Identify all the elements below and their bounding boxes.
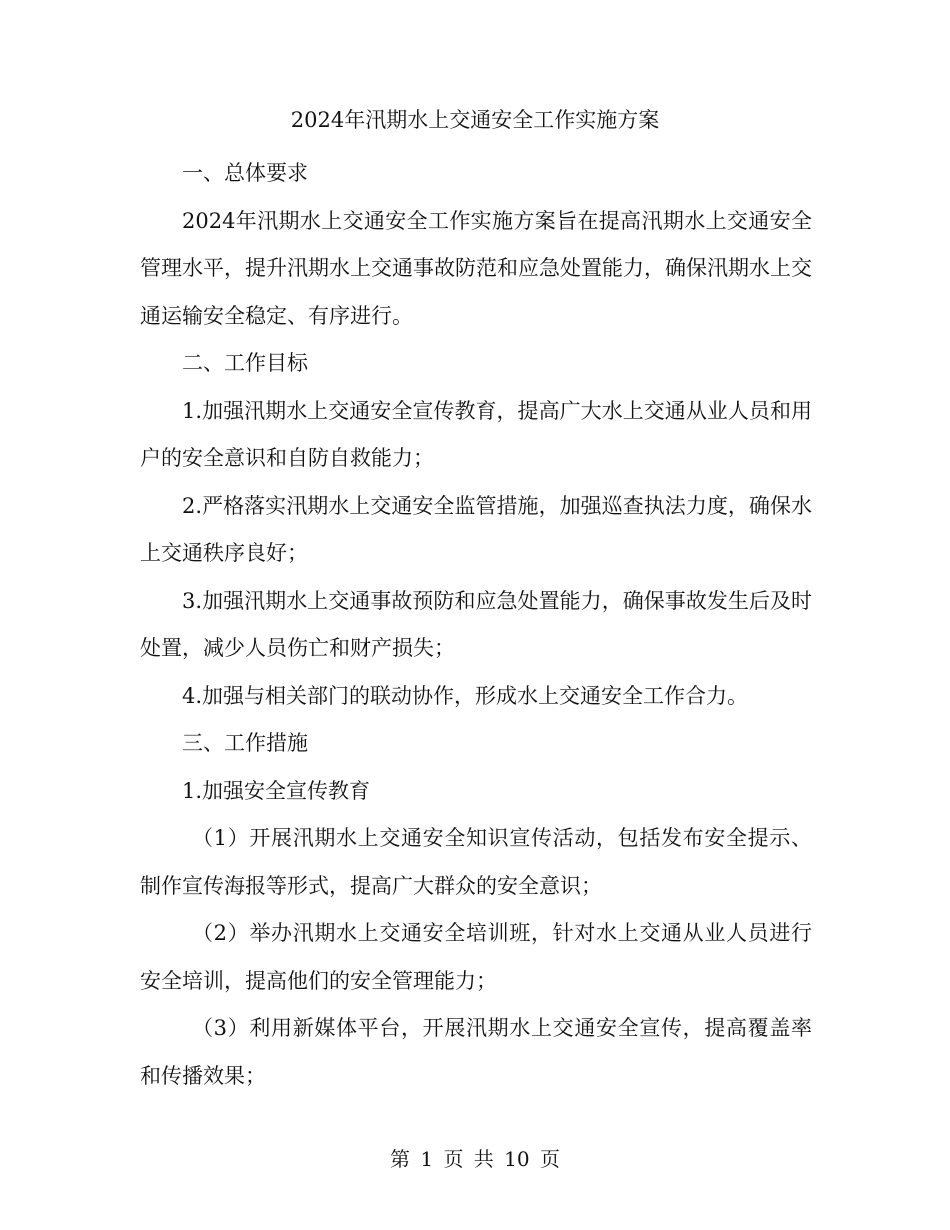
list-item: （2）举办汛期水上交通安全培训班，针对水上交通从业人员进行安全培训，提高他们的安全管理能力；: [140, 921, 812, 993]
list-item: 3.加强汛期水上交通事故预防和应急处置能力，确保事故发生后及时处置，减少人员伤亡和财产损失；: [140, 588, 812, 660]
list-item: 2.严格落实汛期水上交通安全监管措施，加强巡查执法力度，确保水上交通秩序良好；: [140, 493, 812, 565]
list-item: （1）开展汛期水上交通安全知识宣传活动，包括发布安全提示、制作宣传海报等形式，提高广大群众的安全意识；: [140, 826, 812, 898]
list-item: 1.加强汛期水上交通安全宣传教育，提高广大水上交通从业人员和用户的安全意识和自防自救能力；: [140, 398, 812, 470]
list-item: （3）利用新媒体平台，开展汛期水上交通安全宣传，提高覆盖率和传播效果；: [140, 1016, 812, 1088]
section-heading: 三、工作措施: [182, 731, 308, 755]
paragraph: 2024年汛期水上交通安全工作实施方案旨在提高汛期水上交通安全管理水平，提升汛期水上交通事故防范和应急处置能力，确保汛期水上交通运输安全稳定、有序进行。: [140, 208, 812, 328]
document-title: 2024年汛期水上交通安全工作实施方案: [290, 108, 660, 132]
subsection-heading: 1.加强安全宣传教育: [182, 778, 371, 803]
document-body: [140, 150, 812, 1100]
section-heading: 二、工作目标: [182, 351, 308, 375]
list-item: 4.加强与相关部门的联动协作，形成水上交通安全工作合力。: [182, 683, 749, 708]
section-heading: 一、总体要求: [182, 161, 308, 185]
page-footer: 第 1 页 共 10 页: [390, 1147, 560, 1171]
